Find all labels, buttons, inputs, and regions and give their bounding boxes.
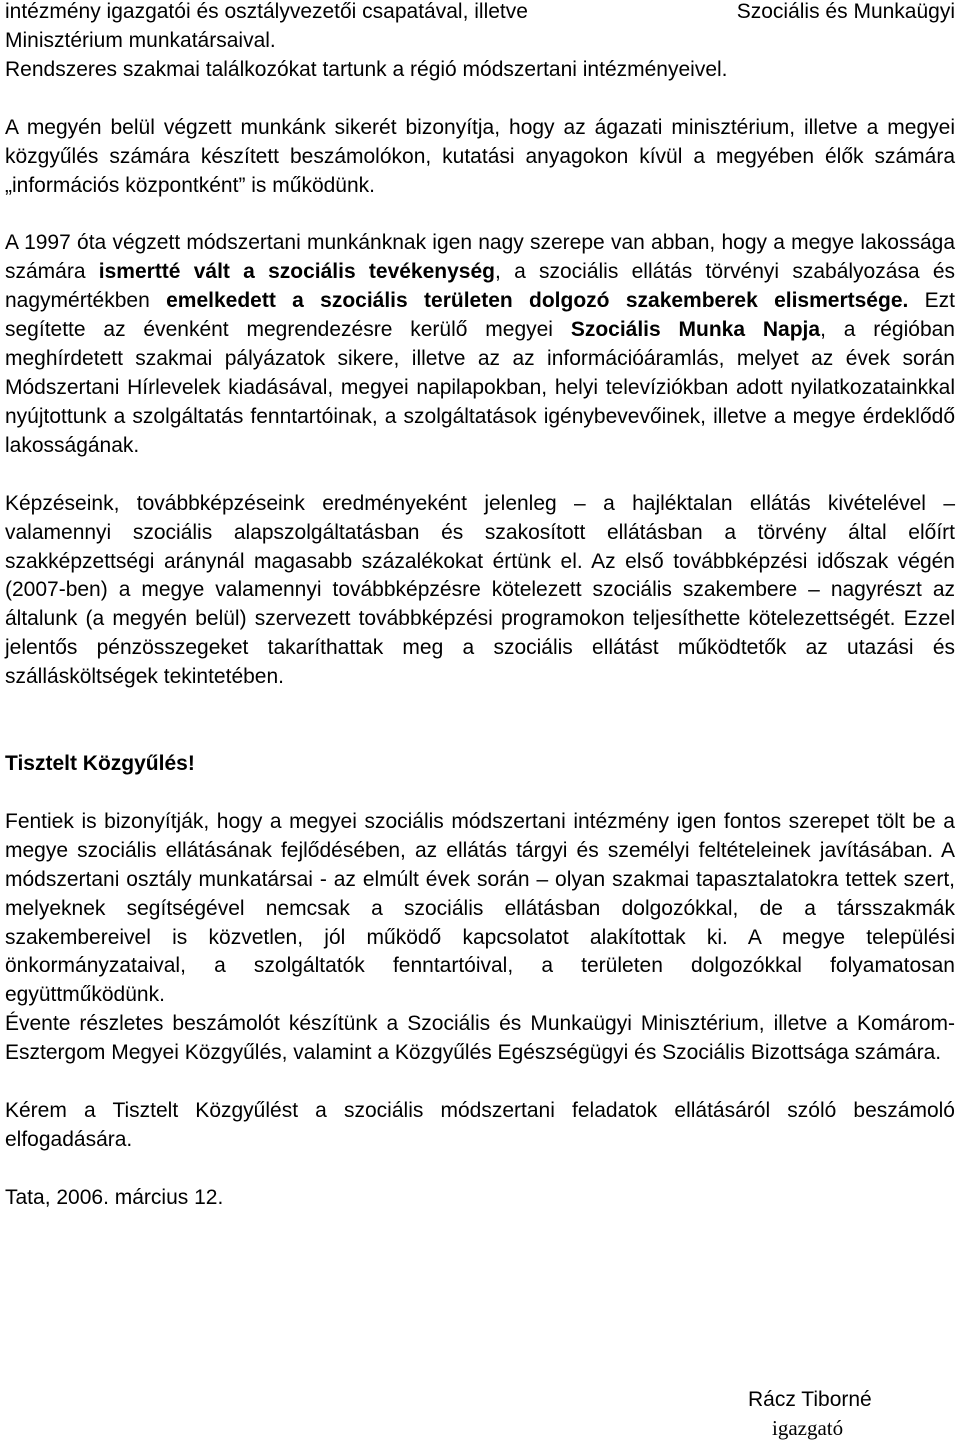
intro-line-2: Minisztérium munkatársaival. (5, 28, 276, 52)
place-and-date: Tata, 2006. március 12. (5, 1185, 224, 1209)
document-body (5, 0, 955, 1213)
signature-role: igazgató (772, 1416, 844, 1440)
intro-line-1-right: Szociális és Munkaügyi (736, 0, 955, 23)
methodology-text-4: , a régióban meghírdetett szakmai pályázatok sikere, illetve az az információáramlás, melyet az évek során Módszertani Hírlevelek kiadásával, megyei napilapokban, helyi televíziókban adott nyilatkozatainkkal nyújtottunk a szolgáltatás fenntartóinak, a szolgáltatások igénybevevőinek, illetve a megye érdeklődő lakosságának. (5, 318, 955, 457)
methodology-text-1: A 1997 óta végzett módszertani munkánknak igen nagy szerepe van abban, hogy a megye lakossága számára (5, 231, 955, 284)
methodology-bold-2: emelkedett a szociális területen dolgozó szakemberek elismertsége. (166, 289, 909, 313)
intro-line-1-left: intézmény igazgatói és osztályvezetői csapatával, illetve (5, 0, 528, 23)
salutation-heading: Tisztelt Közgyűlés! (5, 752, 195, 776)
paragraph-methodology-since-1997 (5, 229, 955, 460)
methodology-text-2: , a szociális ellátás törvényi szabályozása és nagymértékben (5, 260, 956, 313)
intro-line-1 (5, 0, 955, 27)
paragraph-trainings: Képzéseink, továbbképzéseink eredményeként jelenleg – a hajléktalan ellátás kivételével – valamennyi szociális alapszolgáltatásban és szakosított ellátásban a törvény által előírt szakképzettségi aránynál magasabb százalékokat értünk el. Az első továbbképzési időszak végén (2007-ben) a megye valamennyi továbbképzésre kötelezett szociális szakembere – nagyrészt az általunk (a megyén belül) szervezett továbbképzési programokon teljesíthette kötelezettségét. Ezzel jelentős pénzösszegeket takaríthattak meg a szociális ellátást működtetők az utazási és szállásköltségek tekintetében. (5, 491, 955, 689)
paragraph-summary: Fentiek is bizonyítják, hogy a megyei szociális módszertani intézmény igen fontos szerepet tölt be a megye szociális ellátásának fejlődésében, az ellátás tárgyi és személyi feltételeinek javításában. A módszertani osztály munkatársai - az elmúlt évek során – olyan szakmai tapasztalatokra tettek szert, melyeknek segítségével nemcsak a szociális ellátásban dolgozókkal, de a társszakmák szakembereivel is közvetlen, jól működő kapcsolatot alakítottak ki. A megye települési önkormányzataival, a szolgáltatók fenntartóival, a területen dolgozókkal folyamatosan együttműködünk. (5, 809, 955, 1007)
methodology-text-3: Ezt segítette az évenként megrendezésre kerülő megyei (5, 289, 955, 342)
paragraph-request: Kérem a Tisztelt Közgyűlést a szociális módszertani feladatok ellátásáról szóló beszámoló elfogadására. (5, 1099, 955, 1151)
signature-block (748, 1386, 872, 1442)
methodology-bold-3: Szociális Munka Napja (570, 318, 821, 342)
paragraph-intro (5, 0, 955, 85)
signature-name: Rácz Tiborné (748, 1388, 872, 1411)
methodology-bold-1: ismertté vált a szociális tevékenység (98, 260, 495, 284)
intro-line-3: Rendszeres szakmai találkozókat tartunk a régió módszertani intézményeivel. (5, 57, 728, 81)
paragraph-information-center: A megyén belül végzett munkánk sikerét bizonyítja, hogy az ágazati minisztérium, illetve a megyei közgyűlés számára készített beszámolókon, kutatási anyagokon kívül a megyében élők számára „információs központként” is működünk. (5, 115, 955, 197)
paragraph-annual-report: Évente részletes beszámolót készítünk a Szociális és Munkaügyi Minisztérium, illetve a Komárom-Esztergom Megyei Közgyűlés, valamint a Közgyűlés Egészségügyi és Szociális Bizottsága számára. (5, 1012, 955, 1065)
